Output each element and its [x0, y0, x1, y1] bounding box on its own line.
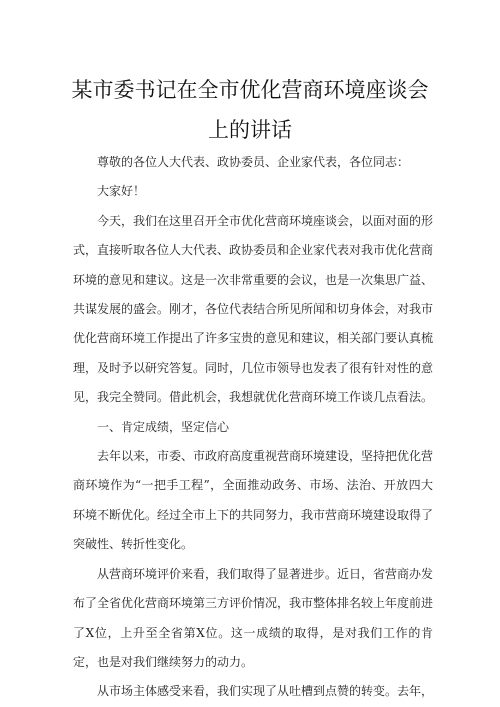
- section-heading-1: 一、肯定成绩，坚定信心: [97, 419, 230, 434]
- greeting: 大家好！: [97, 184, 146, 199]
- document-body: [73, 148, 433, 707]
- paragraph-intro: 今天，我们在这里召开全市优化营商环境座谈会，以面对面的形式，直接听取各位人大代表、政协委员和企业家代表对我市优化营商环境的意见和建议。这是一次非常重要的会议，也是一次集思广益、共谋发展的盛会。刚才，各位代表结合所见所闻和切身体会，对我市优化营商环境工作提出了许多宝贵的意见和建议，相关部门要认真梳理，及时予以研究答复。同时，几位市领导也发表了很有针对性的意见，我完全赞同。借此机会，我想就优化营商环境工作谈几点看法。: [73, 213, 434, 405]
- salutation: 尊敬的各位人大代表、政协委员、企业家代表，各位同志：: [97, 155, 410, 169]
- paragraph-evaluation: 从营商环境评价来看，我们取得了显著进步。近日，省营商办发布了全省优化营商环境第三方评价情况，我市整体排名较上年度前进了X位，上升至全省第X位。这一成绩的取得，是对我们工作的肯定，也是对我们继续努力的动力。: [73, 566, 434, 669]
- document-title-line-2: 上的讲话: [208, 118, 292, 142]
- paragraph-achievements: 去年以来，市委、市政府高度重视营商环境建设，坚持把优化营商环境作为“一把手工程”，全面推动政务、市场、法治、开放四大环境不断优化。经过全市上下的共同努力，我市营商环境建设取得了突破性、转折性变化。: [73, 449, 434, 552]
- document-title-line-1: 某市委书记在全市优化营商环境座谈会: [71, 78, 429, 102]
- paragraph-market-feedback: 从市场主体感受来看，我们实现了从吐槽到点赞的转变。去年，: [97, 684, 434, 699]
